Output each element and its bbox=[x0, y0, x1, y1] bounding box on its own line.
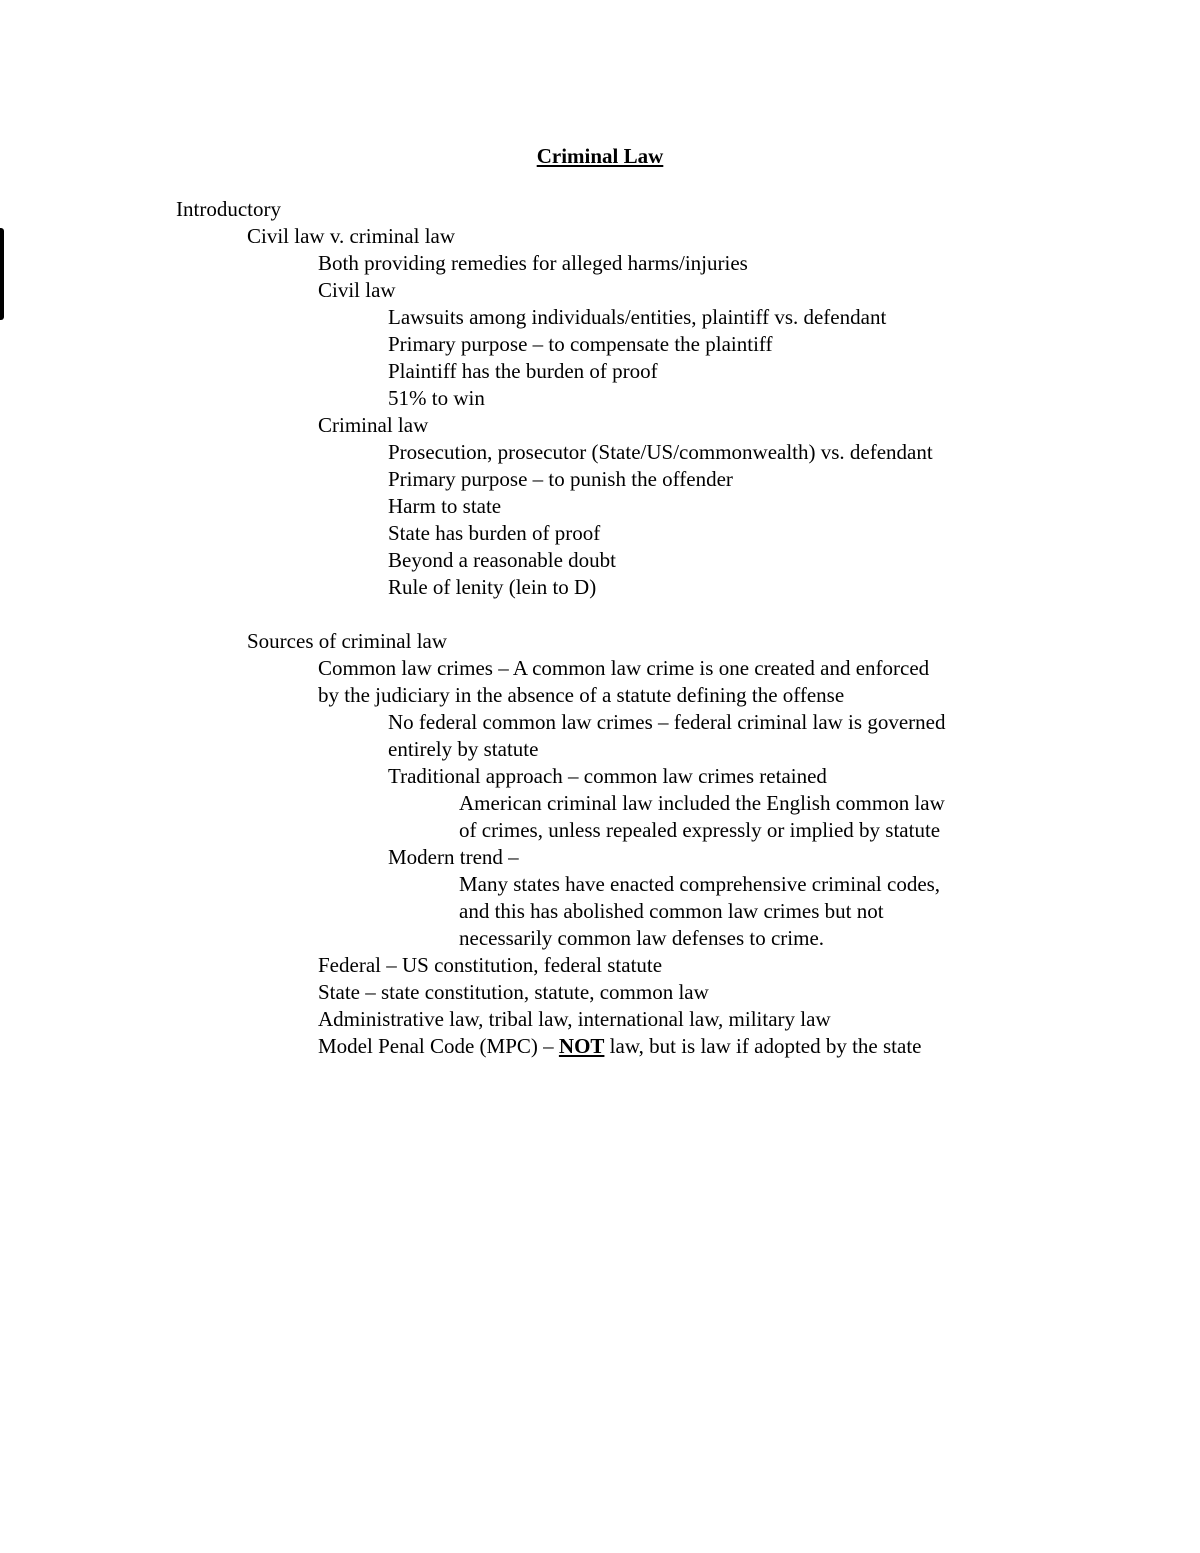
outline-item-mpc bbox=[0, 1033, 1200, 1060]
outline-item-both-remedies: Both providing remedies for alleged harms/injuries bbox=[318, 251, 748, 275]
outline-item-civil-v-criminal: Civil law v. criminal law bbox=[247, 224, 456, 248]
outline-item-administrative: Administrative law, tribal law, international law, military law bbox=[318, 1007, 831, 1031]
outline-item-civil-purpose: Primary purpose – to compensate the plaintiff bbox=[388, 332, 773, 356]
outline-item-criminal-lenity: Rule of lenity (lein to D) bbox=[388, 575, 597, 599]
outline-item-american-line2: of crimes, unless repealed expressly or implied by statute bbox=[459, 818, 941, 842]
outline-item-no-federal-line1: No federal common law crimes – federal criminal law is governed bbox=[388, 710, 946, 734]
outline-item-federal: Federal – US constitution, federal statute bbox=[318, 953, 663, 977]
mpc-prefix: Model Penal Code (MPC) – bbox=[318, 1034, 559, 1058]
outline-item-sources: Sources of criminal law bbox=[247, 629, 448, 653]
outline-item-modern: Modern trend – bbox=[388, 845, 519, 869]
outline bbox=[0, 196, 1200, 1060]
outline-item-american-line1: American criminal law included the English common law bbox=[459, 791, 945, 815]
outline-item-civil-lawsuits: Lawsuits among individuals/entities, plaintiff vs. defendant bbox=[388, 305, 887, 329]
document-title: Criminal Law bbox=[536, 144, 664, 168]
mpc-suffix: law, but is law if adopted by the state bbox=[604, 1034, 922, 1058]
outline-item-criminal-purpose: Primary purpose – to punish the offender bbox=[388, 467, 733, 491]
outline-item-no-federal-line2: entirely by statute bbox=[388, 737, 539, 761]
outline-spacer bbox=[0, 601, 1200, 628]
outline-item-civil-burden: Plaintiff has the burden of proof bbox=[388, 359, 658, 383]
outline-item-criminal-prosecution: Prosecution, prosecutor (State/US/commonwealth) vs. defendant bbox=[388, 440, 933, 464]
outline-item-many-states-line2: and this has abolished common law crimes but not bbox=[459, 899, 884, 923]
outline-item-criminal-doubt: Beyond a reasonable doubt bbox=[388, 548, 617, 572]
outline-item-civil-law: Civil law bbox=[318, 278, 396, 302]
outline-item-state: State – state constitution, statute, common law bbox=[318, 980, 709, 1004]
outline-item-criminal-harm: Harm to state bbox=[388, 494, 502, 518]
outline-item-civil-win: 51% to win bbox=[388, 386, 485, 410]
outline-item-common-law-crimes-line2: by the judiciary in the absence of a statute defining the offense bbox=[318, 683, 845, 707]
outline-item-many-states-line3: necessarily common law defenses to crime. bbox=[459, 926, 825, 950]
outline-heading-introductory: Introductory bbox=[176, 197, 281, 221]
outline-item-many-states-line1: Many states have enacted comprehensive criminal codes, bbox=[459, 872, 941, 896]
outline-item-common-law-crimes-line1: Common law crimes – A common law crime is one created and enforced bbox=[318, 656, 930, 680]
outline-item-traditional: Traditional approach – common law crimes retained bbox=[388, 764, 827, 788]
outline-item-criminal-burden: State has burden of proof bbox=[388, 521, 601, 545]
mpc-not-emphasis: NOT bbox=[558, 1034, 605, 1058]
outline-item-criminal-law: Criminal law bbox=[318, 413, 429, 437]
